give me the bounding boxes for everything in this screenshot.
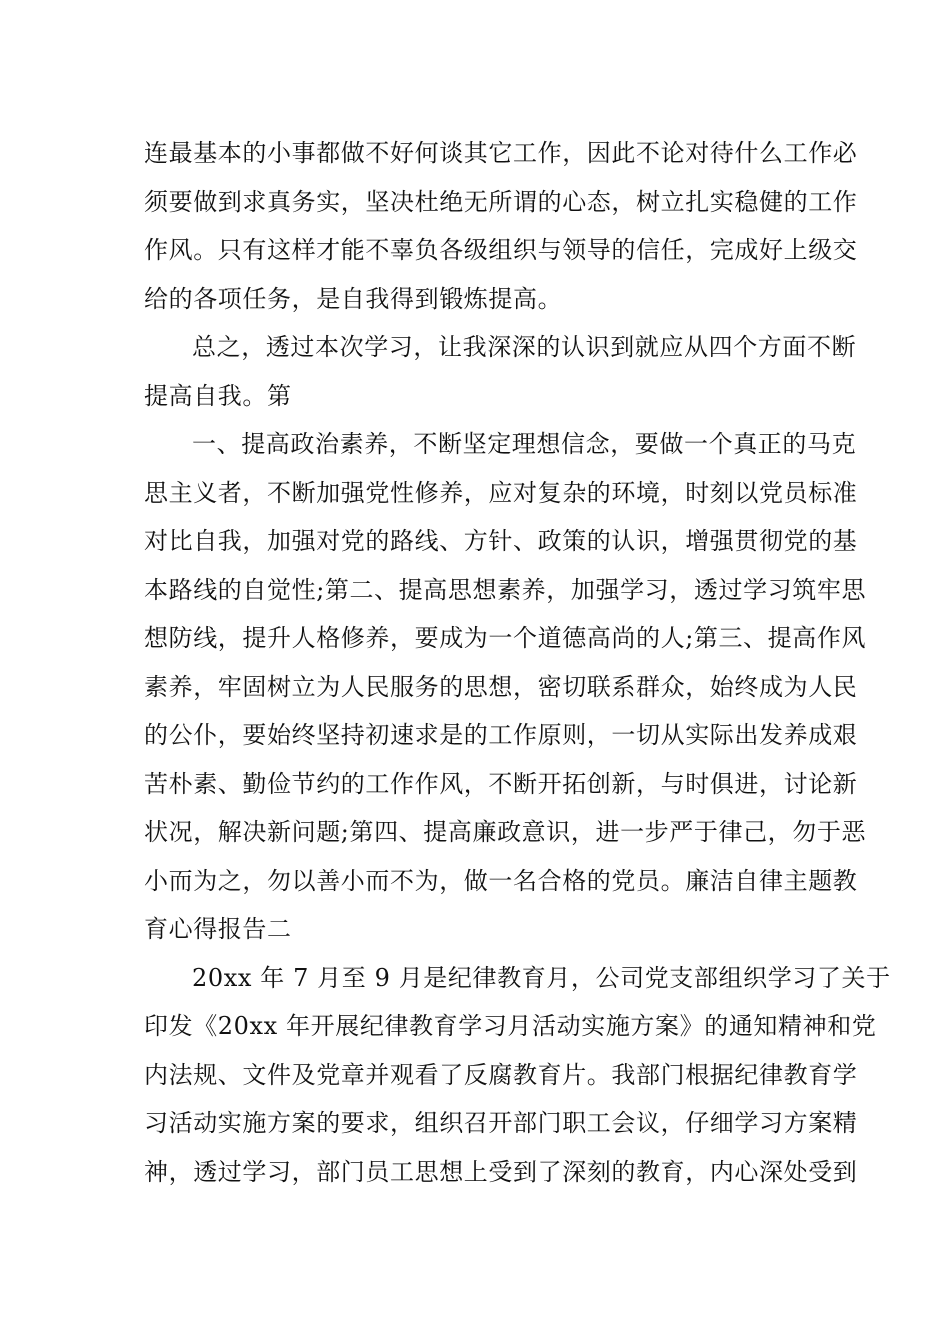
text-line: 苦朴素、勤俭节约的工作作风，不断开拓创新，与时俱进，讨论新 xyxy=(144,769,858,798)
paragraph-3 xyxy=(144,420,867,954)
text-line: 连最基本的小事都做不好何谈其它工作，因此不论对待什么工作必 xyxy=(144,139,858,167)
text-line: 本路线的自觉性;第二、提高思想素养，加强学习，透过学习筑牢思 xyxy=(144,575,867,604)
text-line: 印发《20xx 年开展纪律教育学习月活动实施方案》的通知精神和党 xyxy=(144,1012,877,1040)
text-line: 小而为之，勿以善小而不为，做一名合格的党员。廉洁自律主题教 xyxy=(144,866,858,895)
text-line: 素养，牢固树立为人民服务的思想，密切联系群众，始终成为人民 xyxy=(144,672,858,701)
text-line: 对比自我，加强对党的路线、方针、政策的认识，增强贯彻党的基 xyxy=(144,527,858,555)
text-line: 给的各项任务，是自我得到锻炼提高。 xyxy=(144,284,563,313)
paragraph-2 xyxy=(144,323,857,420)
text-line: 状况，解决新问题;第四、提高廉政意识，进一步严于律己，勿于恶 xyxy=(144,818,867,846)
paragraph-1 xyxy=(144,129,858,323)
text-line: 作风。只有这样才能不辜负各级组织与领导的信任，完成好上级交 xyxy=(144,236,858,264)
text-line: 总之，透过本次学习，让我深深的认识到就应从四个方面不断 xyxy=(192,333,857,361)
text-line: 一、提高政治素养，不断坚定理想信念，要做一个真正的马克 xyxy=(192,430,857,458)
text-line: 20xx 年 7 月至 9 月是纪律教育月，公司党支部组织学习了关于 xyxy=(192,963,891,992)
text-line: 想防线，提升人格修养，要成为一个道德高尚的人;第三、提高作风 xyxy=(144,624,867,652)
text-line: 育心得报告二 xyxy=(144,915,292,943)
text-line: 须要做到求真务实，坚决杜绝无所谓的心态，树立扎实稳健的工作 xyxy=(144,187,858,216)
text-line: 习活动实施方案的要求，组织召开部门职工会议，仔细学习方案精 xyxy=(144,1109,858,1137)
document-body xyxy=(144,129,891,1196)
text-line: 的公仆，要始终坚持初速求是的工作原则，一切从实际出发养成艰 xyxy=(144,721,858,749)
text-line: 思主义者，不断加强党性修养，应对复杂的环境，时刻以党员标准 xyxy=(144,478,858,507)
text-line: 神，透过学习，部门员工思想上受到了深刻的教育，内心深处受到 xyxy=(144,1157,858,1186)
text-line: 提高自我。第 xyxy=(144,381,292,410)
paragraph-4 xyxy=(144,954,891,1197)
text-line: 内法规、文件及党章并观看了反腐教育片。我部门根据纪律教育学 xyxy=(144,1060,858,1089)
